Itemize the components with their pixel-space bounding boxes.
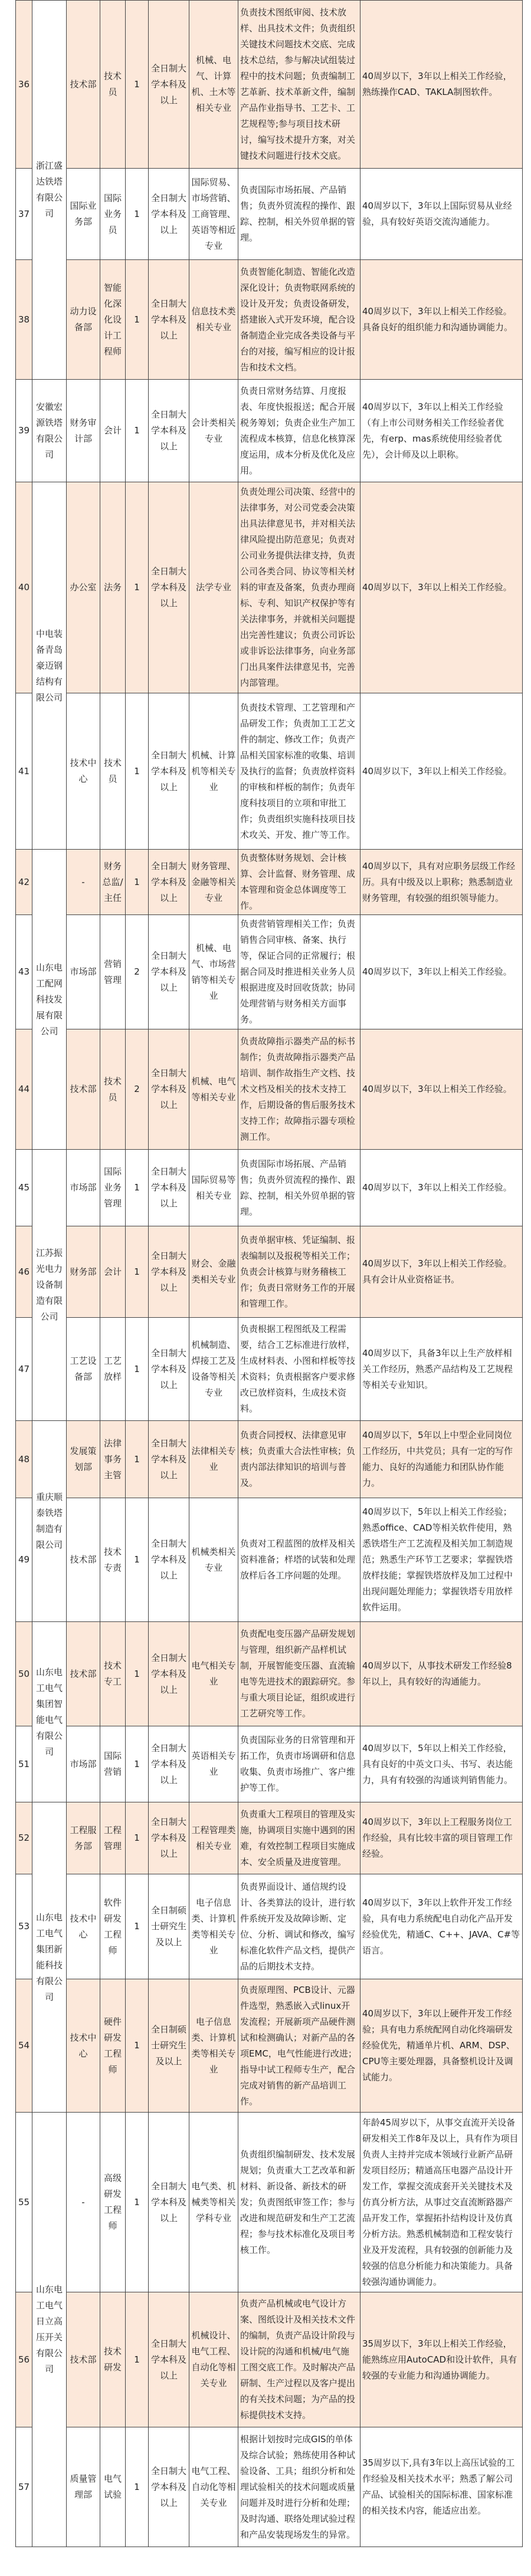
position-cell: 工艺放样: [100, 1318, 126, 1421]
duties-cell: 负责处理公司决策、经营中的法律事务，对公司党委会决策出具法律意见书，并对相关法律风险提出防范意见；负责对公司业务提供法律支持，负责公司各类合同、协议等相关材料的审查及备案，负责办理商标、专利、知识产权保护等有关法律事务，并就相关问题提出完善性建议；负责公司诉讼或非诉讼法律事务，向业务部门出具案件法律意见书，完善内部管理。: [238, 482, 360, 693]
row-number-cell: 39: [16, 380, 32, 482]
headcount-cell: 1: [126, 2292, 149, 2427]
position-cell: 技术员: [100, 1, 126, 169]
table-row: [16, 1979, 523, 2113]
headcount-cell: 1: [126, 2427, 149, 2547]
education-cell: 全日制大学本科及以上: [149, 1029, 189, 1150]
row-number-cell: 54: [16, 1979, 32, 2113]
major-cell: 财务管理、金融等相关专业: [189, 850, 238, 915]
major-cell: 国际贸易、市场营销、工商管理、英语等相近专业: [189, 169, 238, 260]
row-number-cell: 48: [16, 1421, 32, 1498]
headcount-cell: 1: [126, 169, 149, 260]
company-name: 山东电工配网科技发展有限公司: [32, 850, 67, 1150]
department-cell: 工程服务部: [67, 1802, 100, 1874]
requirements-cell: 40周岁以下，3年以上相关工作经验。: [360, 693, 523, 850]
position-cell: 财务总监/主任: [100, 850, 126, 915]
department-cell: 工艺设备部: [67, 1318, 100, 1421]
position-cell: 技术员: [100, 1029, 126, 1150]
major-cell: 财会、金融类相关专业: [189, 1226, 238, 1318]
requirements-cell: 35周岁以下，3年以上相关工作经验，能熟练应用AutoCAD和设计软件，具有较强的专业能力和沟通协调能力。: [360, 2292, 523, 2427]
duties-cell: 负责整体财务规划、会计核算、会计监督、财务管理、成本管理和资金总体调度等工作。: [238, 850, 360, 915]
duties-cell: 负责产品机械或电气设计方案、图纸设计及相关技术文件的编制，负责产品设计阶段与设计院的沟通和机械/电气施工图交底工作。及时解决产品研制、生产过程以及客户提出的有关技术问题；为产品的投标提供技术支持。: [238, 2292, 360, 2427]
headcount-cell: 1: [126, 1226, 149, 1318]
major-cell: 电气相关专业: [189, 1622, 238, 1726]
education-cell: 全日制大学本科及以上: [149, 850, 189, 915]
major-cell: 机械、计算机等相关专业: [189, 693, 238, 850]
duties-cell: 负责对工程蓝图的放样及相关资料准备；样塔的试装和处理放样后各工序问题的处理。: [238, 1498, 360, 1622]
duties-cell: 负责合同授权、法律意见审核；负责重大合法性审核；负责内部法律知识的培训与普及。: [238, 1421, 360, 1498]
table-row: [16, 1498, 523, 1622]
requirements-cell: 40周岁以下，具备3年以上生产放样相关工作经历，熟悉产品结构及工艺规程等相关专业知识。: [360, 1318, 523, 1421]
education-cell: 全日制大学本科及以上: [149, 693, 189, 850]
table-row: [16, 482, 523, 693]
table-row: [16, 1029, 523, 1150]
major-cell: 会计类相关专业: [189, 380, 238, 482]
major-cell: 机械、电气等相关专业: [189, 1029, 238, 1150]
department-cell: 办公室: [67, 482, 100, 693]
row-number-cell: 46: [16, 1226, 32, 1318]
row-number-cell: 56: [16, 2292, 32, 2427]
table-row: [16, 1, 523, 169]
headcount-cell: 1: [126, 260, 149, 380]
position-cell: 软件研发工程师: [100, 1874, 126, 1979]
job-openings-table: [15, 0, 523, 2547]
major-cell: 电气类、机械类等相关学科专业: [189, 2113, 238, 2292]
department-cell: 财务审计部: [67, 380, 100, 482]
department-cell: 技术部: [67, 1, 100, 169]
requirements-cell: 40周岁以下，3年以上相关工作经验。: [360, 1150, 523, 1226]
headcount-cell: 1: [126, 1421, 149, 1498]
requirements-cell: 40周岁以下，3年以上相关工作经验。: [360, 915, 523, 1029]
row-number-cell: 57: [16, 2427, 32, 2547]
table-row: [16, 380, 523, 482]
headcount-cell: 2: [126, 915, 149, 1029]
major-cell: 信息技术类相关专业: [189, 260, 238, 380]
row-number-cell: 40: [16, 482, 32, 693]
department-cell: 发展策划部: [67, 1421, 100, 1498]
major-cell: 机械类相关专业: [189, 1498, 238, 1622]
requirements-cell: 40周岁以下，3年以上相关工作经验。具备良好的组织能力和沟通协调能力。: [360, 260, 523, 380]
requirements-cell: 40周岁以下，3年以上工程服务岗位工作经验，具有比较丰富的项目管理工作经验。: [360, 1802, 523, 1874]
table-row: [16, 1726, 523, 1802]
requirements-cell: 35周岁以下,具有3年以上高压试验的工作经验及相关技术水平；熟悉了解公司产品、试验相关的国际标准、国家标准的相关技术内容，能适应出差。: [360, 2427, 523, 2547]
row-number-cell: 37: [16, 169, 32, 260]
company-name: 重庆顺泰铁塔制造有限公司: [32, 1421, 67, 1622]
row-number-cell: 47: [16, 1318, 32, 1421]
requirements-cell: 40周岁以下，3年以上相关工作经验（有上市公司财务相关工作经验者优先，有erp、mas系统使用经验者优先），会计师及以上职称。: [360, 380, 523, 482]
headcount-cell: 1: [126, 380, 149, 482]
department-cell: 技术中心: [67, 693, 100, 850]
row-number-cell: 45: [16, 1150, 32, 1226]
duties-cell: 负责组织编制研发、技术发展规划；负责重大工艺改革和新材料、新设备、新技术的研发；负责图纸审签工作；参与改进和规范研发和生产工艺流程；参与技术标准化及项目考核工作。: [238, 2113, 360, 2292]
duties-cell: 负责智能化制造、智能化改造深化设计；负责物联网系统的设计及开发；负责设备研发，搭建嵌入式开发环境，配合设备制造企业完成各类设备与平台的对接，编写相应的设计报告和技术文档。: [238, 260, 360, 380]
row-number-cell: 43: [16, 915, 32, 1029]
headcount-cell: 1: [126, 1150, 149, 1226]
company-name: 浙江盛达铁塔有限公司: [32, 1, 67, 380]
position-cell: 营销管理: [100, 915, 126, 1029]
company-name: 山东电工电气日立高压开关有限公司: [32, 2113, 67, 2547]
company-name: 安徽宏源铁塔有限公司: [32, 380, 67, 482]
row-number-cell: 50: [16, 1622, 32, 1726]
education-cell: 全日制硕士研究生及以上: [149, 1874, 189, 1979]
headcount-cell: 1: [126, 1726, 149, 1802]
requirements-cell: 40周岁以下，具有对应职务层级工作经历。具有中级及以上职称；熟悉制造业财务管理，有较强的组织领导能力。: [360, 850, 523, 915]
table-row: [16, 693, 523, 850]
major-cell: 国际贸易等相关专业: [189, 1150, 238, 1226]
department-cell: 市场部: [67, 1150, 100, 1226]
major-cell: 机械、电气、计算机、土木等相关专业: [189, 1, 238, 169]
duties-cell: 负责日常财务结算、月度报表、年度快报报送；配合开展税务筹划；负责企业生产加工流程成本核算，信息化核算深度运用，成本分析及优化及应用。: [238, 380, 360, 482]
position-cell: 技术员: [100, 693, 126, 850]
position-cell: 工程管理: [100, 1802, 126, 1874]
company-name: 江苏振光电力设备制造有限公司: [32, 1150, 67, 1421]
position-cell: 会计: [100, 380, 126, 482]
position-cell: 高级研发工程师: [100, 2113, 126, 2292]
row-number-cell: 51: [16, 1726, 32, 1802]
major-cell: 机械制造、焊接工艺及设备等相关专业: [189, 1318, 238, 1421]
duties-cell: 负责界面设计、通信规约设计、各类算法的设计，进行软件系统开发及故障诊断、定位、分析、调试和修改，编写标准化软件产品文档，提供产品的后期技术支持。: [238, 1874, 360, 1979]
major-cell: 法律相关专业: [189, 1421, 238, 1498]
position-cell: 电气试验: [100, 2427, 126, 2547]
headcount-cell: 1: [126, 850, 149, 915]
headcount-cell: 1: [126, 693, 149, 850]
headcount-cell: 1: [126, 482, 149, 693]
education-cell: 全日制大学本科及以上: [149, 260, 189, 380]
company-name: 中电装备青岛豪迈钢结构有限公司: [32, 482, 67, 850]
major-cell: 电子信息类、计算机类等相关专业: [189, 1979, 238, 2113]
table-row: [16, 915, 523, 1029]
education-cell: 全日制大学本科及以上: [149, 1622, 189, 1726]
education-cell: 全日制大学本科及以上: [149, 1, 189, 169]
headcount-cell: 1: [126, 1802, 149, 1874]
job-rows: [16, 1, 523, 2547]
major-cell: 电子信息类、计算机类等相关专业: [189, 1874, 238, 1979]
education-cell: 全日制大学本科及以上: [149, 1498, 189, 1622]
department-cell: 技术中心: [67, 1979, 100, 2113]
requirements-cell: 40周岁以下，3年以上相关工作经验。: [360, 482, 523, 693]
requirements-cell: 40周岁以下，5年以上中型企业同岗位工作经历，中共党员；具有一定的写作能力、良好的沟通能力和团队协作能力。: [360, 1421, 523, 1498]
row-number-cell: 42: [16, 850, 32, 915]
headcount-cell: 1: [126, 2113, 149, 2292]
department-cell: 技术部: [67, 2292, 100, 2427]
headcount-cell: 1: [126, 1979, 149, 2113]
education-cell: 全日制大学本科及以上: [149, 2113, 189, 2292]
major-cell: 机械、电气、市场营销等相关专业: [189, 915, 238, 1029]
education-cell: 全日制大学本科及以上: [149, 1726, 189, 1802]
education-cell: 全日制大学本科及以上: [149, 1150, 189, 1226]
department-cell: 技术部: [67, 1498, 100, 1622]
department-cell: 技术中心: [67, 1874, 100, 1979]
headcount-cell: 1: [126, 1318, 149, 1421]
requirements-cell: 40周岁以下，3年以上国际贸易从业经验，具有较好英语交流沟通能力。: [360, 169, 523, 260]
major-cell: 电气工程、自动化等相关专业: [189, 2427, 238, 2547]
education-cell: 全日制大学本科及以上: [149, 1802, 189, 1874]
education-cell: 全日制大学本科及以上: [149, 1318, 189, 1421]
table-row: [16, 1226, 523, 1318]
department-cell: 技术部: [67, 1029, 100, 1150]
table-row: [16, 850, 523, 915]
table-row: [16, 260, 523, 380]
requirements-cell: 40周岁以下，5年以上相关工作经验，具有良好的中英文口头、书写、表达能力，具有有较强的沟通谈判销售能力。: [360, 1726, 523, 1802]
duties-cell: 负责根据工程图纸及工程需要，结合工艺标准进行放样，生成材料表、小图和样板等技术资料；负责根据客户要求修改已放样资料，生成技术资料。: [238, 1318, 360, 1421]
position-cell: 会计: [100, 1226, 126, 1318]
duties-cell: 负责故障指示器类产品的标书制作；负责故障指示器类产品培训、制作故指生产文档、技术文档及相关的技术支持工作，后期设备的售后服务技术支持工作；故障指示器专项检测工作。: [238, 1029, 360, 1150]
department-cell: 动力设备部: [67, 260, 100, 380]
company-name: 山东电工电气集团新能科技有限公司: [32, 1802, 67, 2113]
headcount-cell: 2: [126, 1029, 149, 1150]
table-row: [16, 2427, 523, 2547]
department-cell: 技术部: [67, 1622, 100, 1726]
education-cell: 全日制大学本科及以上: [149, 2292, 189, 2427]
duties-cell: 负责技术图纸审阅、技术放样、出具技术文件；负责组织关键技术问题技术交底、完成技术总结，参与解决试组装过程中的技术问题；负责编制工艺革新、技术革新文件，编制产品作业指导书、工艺卡、工艺规程等;参与项目技术研讨，编写技术提升方案，对关键技术问题进行技术交底。: [238, 1, 360, 169]
table-row: [16, 1421, 523, 1498]
row-number-cell: 44: [16, 1029, 32, 1150]
education-cell: 全日制大学本科及以上: [149, 380, 189, 482]
major-cell: 工程管理类相关专业: [189, 1802, 238, 1874]
duties-cell: 负责国际市场拓展、产品销售；负责外贸流程的操作、跟踪、控制，相关外贸单据的管理。: [238, 1150, 360, 1226]
duties-cell: 负责技术管理、工艺管理和产品研发工作；负责加工工艺文件的制定、修改工作；负责产品相关国家标准的收集、培训及执行的监督；负责放样资料的审核和样板的制作；负责年度科技项目的立项和审批工作；负责组织实施科技项目技术攻关、开发、推广等工作。: [238, 693, 360, 850]
duties-cell: 根据计划按时完成GIS的单体及综合试验；熟练使用各种试验设备、工具；组织分析和处理试验相关的技术问题或质量问题并及时进行分析和处理；及时沟通、联络处理试验过程和产品安装现场发生的异常。: [238, 2427, 360, 2547]
department-cell: 国际业务部: [67, 169, 100, 260]
requirements-cell: 40周岁以下，5年以上相关工作经验；熟悉office、CAD等相关软件使用，熟悉铁塔生产工艺流程及相关加工制造规范；熟悉生产环节工艺要求；掌握铁塔放样技能；掌握铁塔放样及加工过程中出现问题处理能力；掌握铁塔专用放样软件运用。: [360, 1498, 523, 1622]
headcount-cell: 1: [126, 1622, 149, 1726]
position-cell: 智能化深化设计工程师: [100, 260, 126, 380]
position-cell: 法律事务主管: [100, 1421, 126, 1498]
duties-cell: 负责单据审核、凭证编制、报表编制以及报税等相关工作；负责会计核算与财务稽核工作；负责日常财务工作的开展和管理工作。: [238, 1226, 360, 1318]
table-row: [16, 2292, 523, 2427]
row-number-cell: 36: [16, 1, 32, 169]
duties-cell: 负责营销管理相关工作；负责销售合同审核、备案、执行等，保证合同的正常履行；根据合同及时推进相关业务人员根据进度及时回收货款；协同处理营销与财务相关方面事务。: [238, 915, 360, 1029]
requirements-cell: 40周岁以下，3年以上硬件开发工作经验；具有电力系统配网自动化终端研发经验优先，精通单片机、ARM、DSP、CPU等主要处理器，具备整机设计及调试能力。: [360, 1979, 523, 2113]
department-cell: 财务部: [67, 1226, 100, 1318]
education-cell: 全日制大学本科及以上: [149, 915, 189, 1029]
table-row: [16, 1318, 523, 1421]
duties-cell: 负责原理图、PCB设计、元器件选型，熟悉嵌入式linux开发流程；开展新项产品硬件测试和检测确认；对新产品的各项EMC，电气性能进行改进；指导中试工程师专生产，配合完成对销售的新产品培训工作。: [238, 1979, 360, 2113]
education-cell: 全日制大学本科及以上: [149, 169, 189, 260]
position-cell: 硬件研发工程师: [100, 1979, 126, 2113]
requirements-cell: 40周岁以下，3年以上相关工作经验。具有会计从业资格证书。: [360, 1226, 523, 1318]
table-row: [16, 1874, 523, 1979]
requirements-cell: 年龄45周岁以下，从事交直流开关设备研发相关工作8年及以上，具有作为项目负责人主持并完成本领域行业新产品研发项目经历；精通高压电器产品设计开发工作，掌握交流成套开关关键技术及仿真分析方法，从事过交直流断路器产品开发工作，掌握拓扑结构设计及仿真分析方法。熟悉机械制造和工程安装行业及开发流程，具有较强的创新能力及较强的信息分析能力和决策能力。具备较强沟通协调能力。: [360, 2113, 523, 2292]
education-cell: 全日制大学本科及以上: [149, 1226, 189, 1318]
headcount-cell: 1: [126, 1, 149, 169]
major-cell: 英语相关专业: [189, 1726, 238, 1802]
duties-cell: 负责国际业务的日常管理和开拓工作，负责市场调研和信息收集、负责市场推广、客户维护等工作。: [238, 1726, 360, 1802]
row-number-cell: 41: [16, 693, 32, 850]
education-cell: 全日制硕士研究生及以上: [149, 1979, 189, 2113]
row-number-cell: 55: [16, 2113, 32, 2292]
major-cell: 机械设计、电气工程、自动化等相关专业: [189, 2292, 238, 2427]
position-cell: 技术专责: [100, 1498, 126, 1622]
position-cell: 国际业务员: [100, 169, 126, 260]
row-number-cell: 53: [16, 1874, 32, 1979]
duties-cell: 负责配电变压器产品研发规划与管理，组织新产品样机试制，开展智能变压器、直流输电等先进技术的跟踪研究。参与重大项目论证，组织或进行工艺研究等工作。: [238, 1622, 360, 1726]
headcount-cell: 1: [126, 1874, 149, 1979]
major-cell: 法学专业: [189, 482, 238, 693]
requirements-cell: 40周岁以下，3年以上相关工作经验。: [360, 1029, 523, 1150]
row-number-cell: 38: [16, 260, 32, 380]
department-cell: 市场部: [67, 1726, 100, 1802]
position-cell: 国际营销: [100, 1726, 126, 1802]
position-cell: 法务: [100, 482, 126, 693]
requirements-cell: 40周岁以下，3年以上相关工作经验，熟练操作CAD、TAKLA制图软件。: [360, 1, 523, 169]
table-row: [16, 1150, 523, 1226]
position-cell: 技术专工: [100, 1622, 126, 1726]
requirements-cell: 40周岁以下，从事技术研发工作经验8年以上，具有较好的沟通能力。: [360, 1622, 523, 1726]
department-cell: 市场部: [67, 915, 100, 1029]
education-cell: 全日制大学本科及以上: [149, 2427, 189, 2547]
position-cell: 国际业务管理: [100, 1150, 126, 1226]
company-name: 山东电工电气集团智能电气有限公司: [32, 1622, 67, 1802]
position-cell: 技术研发: [100, 2292, 126, 2427]
requirements-cell: 40周岁以下，3年以上软件开发工作经验，具有电力系统配电自动化产品开发经验优先，精通C、C++、JAVA、C#等语言。: [360, 1874, 523, 1979]
table-row: [16, 1802, 523, 1874]
duties-cell: 负责国际市场拓展、产品销售；负责外贸流程的操作、跟踪、控制，相关外贸单据的管理。: [238, 169, 360, 260]
row-number-cell: 49: [16, 1498, 32, 1622]
duties-cell: 负责重大工程项目的管理及实施，协调项目实施中遇到的困难，有效控制工程项目实施成本、安全质量及进度管理。: [238, 1802, 360, 1874]
headcount-cell: 1: [126, 1498, 149, 1622]
table-row: [16, 1622, 523, 1726]
department-cell: -: [67, 2113, 100, 2292]
table-row: [16, 169, 523, 260]
department-cell: 质量管理部: [67, 2427, 100, 2547]
table-row: [16, 2113, 523, 2292]
row-number-cell: 52: [16, 1802, 32, 1874]
education-cell: 全日制大学本科及以上: [149, 482, 189, 693]
department-cell: -: [67, 850, 100, 915]
education-cell: 全日制大学本科及以上: [149, 1421, 189, 1498]
